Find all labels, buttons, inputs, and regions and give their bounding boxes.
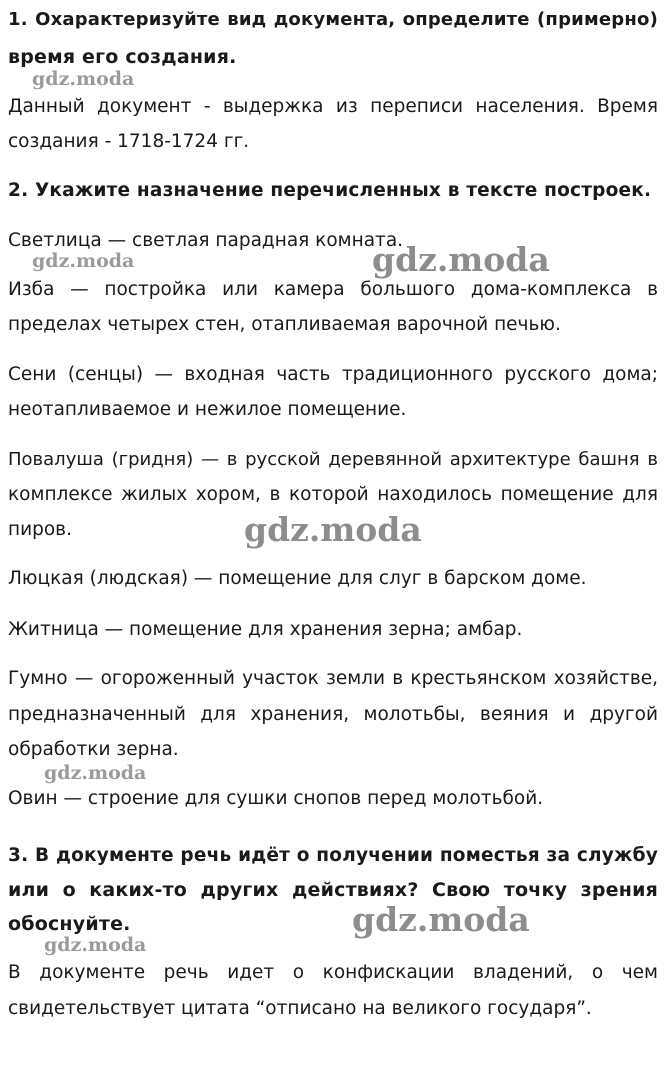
answer-2-gumno-line-1: Гумно — огороженный участок земли в крестьянском хозяйстве, (8, 668, 658, 689)
answer-2-povalusha-line-3: пиров. (8, 519, 72, 540)
watermark: gdz.moda (44, 934, 147, 956)
question-2-line-1: 2. Укажите назначение перечисленных в тексте построек. (8, 180, 652, 201)
answer-1-line-2: создания - 1718-1724 гг. (8, 131, 250, 152)
answer-2-seni-line-2: неотапливаемое и нежилое помещение. (8, 399, 407, 420)
answer-2-povalusha-line-1: Повалуша (гридня) — в русской деревянной архитектуре башня в (8, 449, 658, 470)
watermark: gdz.moda (32, 250, 135, 272)
answer-2-svetlitsa: Светлица — светлая парадная комната. (8, 230, 404, 251)
question-3-line-2: или о каких-то других действиях? Свою точку зрения (8, 879, 658, 901)
answer-2-povalusha-line-2: комплексе жилых хором, в которой находилось помещение для (8, 484, 658, 505)
watermark: gdz.moda (44, 762, 147, 784)
watermark: gdz.moda (244, 510, 422, 549)
watermark: gdz.moda (352, 900, 530, 939)
answer-2-lyutskaya: Люцкая (людская) — помещение для слуг в барском доме. (8, 568, 587, 589)
answer-2-ovin: Овин — строение для сушки снопов перед молотьбой. (8, 788, 544, 809)
question-3-line-1: 3. В документе речь идёт о получении поместья за службу (8, 845, 658, 866)
watermark: gdz.moda (372, 240, 550, 279)
watermark: gdz.moda (32, 68, 135, 90)
answer-3-line-1: В документе речь идет о конфискации владений, о чем (8, 962, 658, 983)
answer-2-izba-line-2: пределах четырех стен, отапливаемая варочной печью. (8, 314, 561, 335)
question-1-line-2: время его создания. (8, 46, 237, 68)
answer-2-seni-line-1: Сени (сенцы) — входная часть традиционного русского дома; (8, 364, 658, 385)
question-3-line-3: обоснуйте. (8, 913, 131, 935)
answer-1-line-1: Данный документ - выдержка из переписи населения. Время (8, 96, 658, 117)
answer-2-izba-line-1: Изба — постройка или камера большого дома-комплекса в (8, 279, 658, 300)
answer-2-gumno-line-2: предназначенный для хранения, молотьбы, веяния и другой (8, 704, 658, 725)
question-1-line-1: 1. Охарактеризуйте вид документа, определите (примерно) (8, 9, 658, 30)
answer-2-gumno-line-3: обработки зерна. (8, 739, 179, 760)
answer-3-line-2: свидетельствует цитата “отписано на великого государя”. (8, 998, 592, 1019)
answer-2-zhitnitsa: Житница — помещение для хранения зерна; амбар. (8, 619, 523, 640)
